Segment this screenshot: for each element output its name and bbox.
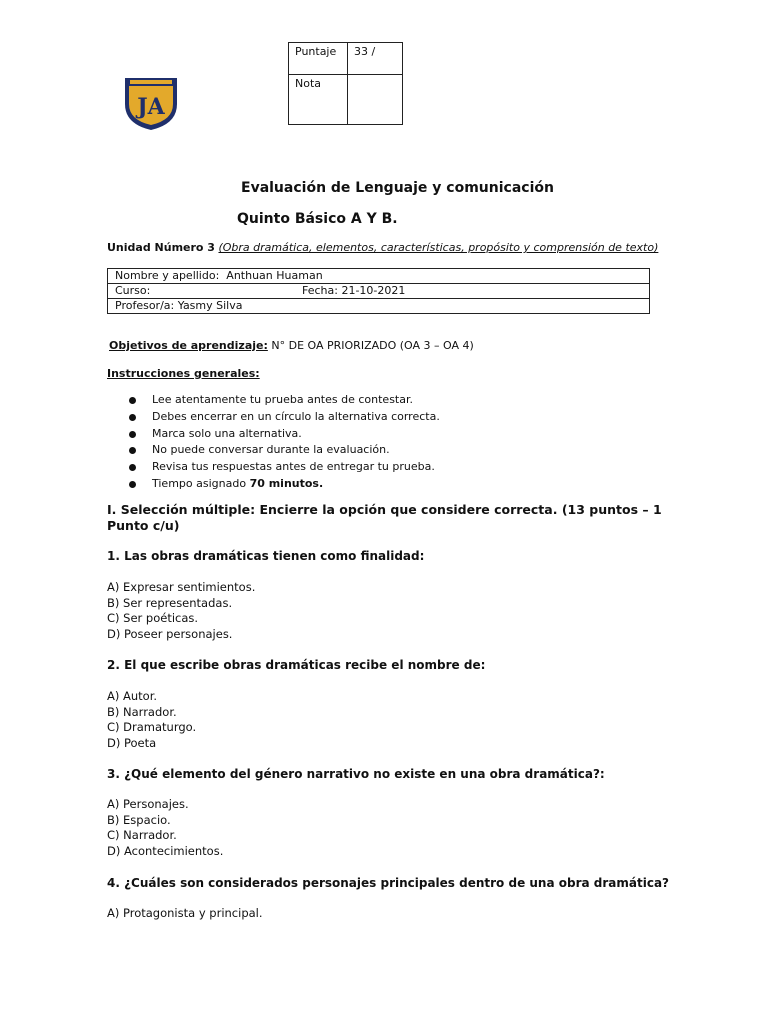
profesor-row bbox=[108, 299, 650, 314]
school-logo bbox=[122, 74, 180, 132]
student-info-table bbox=[107, 268, 650, 314]
objetivos-label: Objetivos de aprendizaje: bbox=[109, 339, 268, 352]
objetivos-line bbox=[109, 339, 474, 352]
question-2-options bbox=[107, 689, 196, 752]
option-item: B) Ser representadas. bbox=[107, 595, 233, 610]
bullet-icon bbox=[129, 464, 136, 471]
question-3-options bbox=[107, 797, 223, 860]
tiempo-value: 70 minutos. bbox=[249, 476, 324, 490]
bullet-icon bbox=[129, 447, 136, 454]
section-title: I. Selección múltiple: Encierre la opción que considere correcta. (13 puntos – 1 Punto c/u) bbox=[107, 502, 662, 533]
list-item: Revisa tus respuestas antes de entregar tu prueba. bbox=[127, 459, 440, 476]
bullet-icon bbox=[129, 431, 136, 438]
unidad-line bbox=[107, 241, 658, 254]
option-item: B) Narrador. bbox=[107, 704, 177, 719]
curso-row bbox=[108, 284, 650, 299]
instrucciones-list bbox=[127, 392, 440, 493]
bullet-icon bbox=[129, 414, 136, 421]
bullet-icon bbox=[129, 397, 136, 404]
list-item: Marca solo una alternativa. bbox=[127, 426, 440, 443]
option-item: C) Narrador. bbox=[107, 828, 177, 843]
option-item: A) Personajes. bbox=[107, 797, 189, 811]
unidad-description: (Obra dramática, elementos, características, propósito y comprensión de texto) bbox=[218, 241, 659, 254]
page-subtitle: Quinto Básico A Y B. bbox=[237, 211, 398, 227]
option-item: D) Acontecimientos. bbox=[107, 844, 224, 859]
score-table bbox=[288, 42, 403, 125]
option-item: C) Ser poéticas. bbox=[107, 611, 199, 626]
option-item: A) Expresar sentimientos. bbox=[107, 580, 256, 594]
objetivos-value: N° DE OA PRIORIZADO (OA 3 – OA 4) bbox=[271, 339, 474, 352]
bullet-icon bbox=[129, 481, 136, 488]
list-item: Debes encerrar en un círculo la alternativa correcta. bbox=[127, 409, 440, 426]
logo-letters: JA bbox=[137, 94, 165, 120]
nota-label: Nota bbox=[289, 75, 348, 125]
profesor-label: Profesor/a: bbox=[115, 299, 175, 312]
puntaje-label: Puntaje bbox=[289, 43, 348, 75]
nombre-label: Nombre y apellido: bbox=[115, 269, 220, 282]
list-item: Tiempo asignado 70 minutos. bbox=[127, 476, 440, 493]
question-2: 2. El que escribe obras dramáticas recibe el nombre de: bbox=[107, 658, 486, 672]
fecha-label: Fecha: bbox=[302, 284, 338, 297]
list-item: No puede conversar durante la evaluación. bbox=[127, 442, 440, 459]
instrucciones-title: Instrucciones generales: bbox=[107, 367, 260, 380]
nombre-value: Anthuan Huaman bbox=[226, 269, 323, 282]
nombre-row bbox=[108, 269, 650, 284]
option-item: A) Autor. bbox=[107, 689, 158, 703]
unidad-label: Unidad Número 3 bbox=[107, 241, 215, 254]
fecha-value: 21-10-2021 bbox=[341, 284, 406, 297]
puntaje-value: 33 / bbox=[348, 43, 403, 75]
option-item: C) Dramaturgo. bbox=[107, 720, 197, 735]
option-item: B) Espacio. bbox=[107, 812, 171, 827]
list-item: Lee atentamente tu prueba antes de contestar. bbox=[127, 392, 440, 409]
curso-label: Curso: bbox=[115, 284, 151, 297]
question-4-options bbox=[107, 906, 263, 922]
question-4: 4. ¿Cuáles son considerados personajes principales dentro de una obra dramática? bbox=[107, 876, 669, 890]
fecha-field bbox=[302, 284, 405, 298]
page-title: Evaluación de Lenguaje y comunicación bbox=[241, 180, 554, 196]
option-item: D) Poeta bbox=[107, 736, 157, 751]
question-1: 1. Las obras dramáticas tienen como finalidad: bbox=[107, 549, 425, 563]
question-1-options bbox=[107, 580, 255, 643]
nota-value bbox=[348, 75, 403, 125]
option-item: D) Poseer personajes. bbox=[107, 627, 233, 642]
option-item: A) Protagonista y principal. bbox=[107, 906, 263, 920]
question-3: 3. ¿Qué elemento del género narrativo no existe en una obra dramática?: bbox=[107, 767, 605, 781]
profesor-value: Yasmy Silva bbox=[177, 299, 243, 312]
